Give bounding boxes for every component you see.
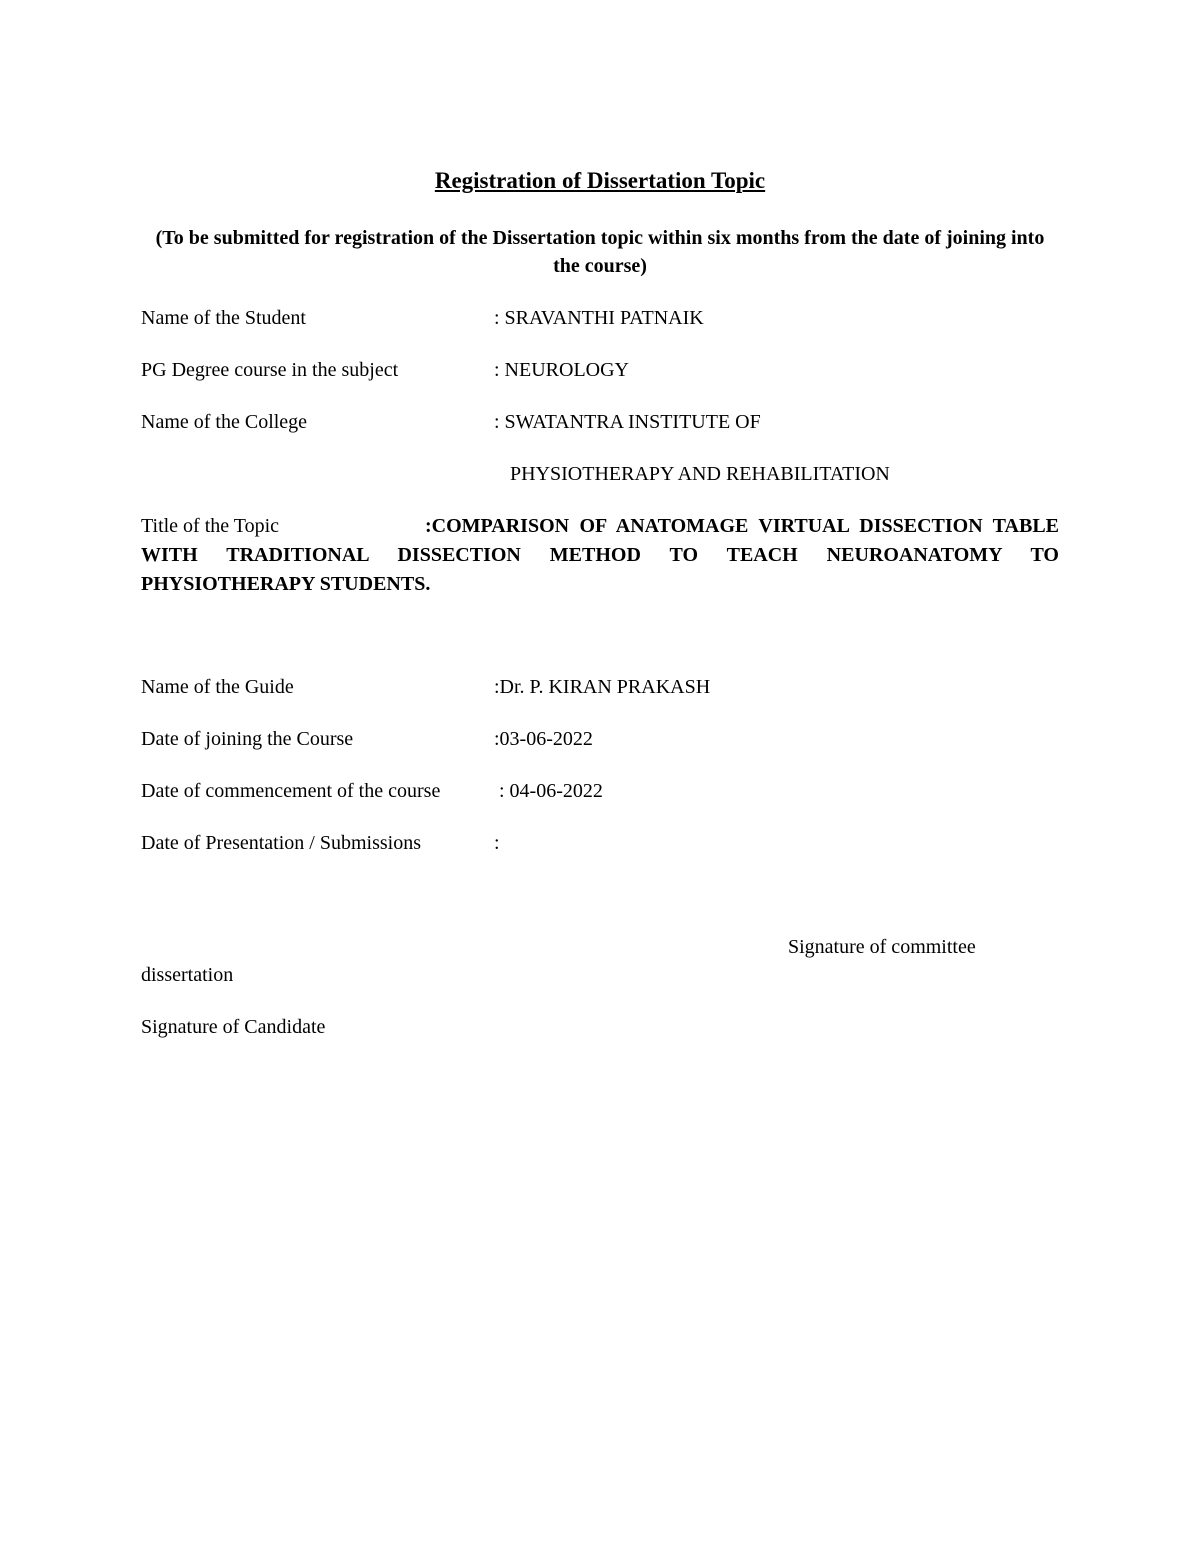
student-name-value: : SRAVANTHI PATNAIK [494, 307, 704, 329]
course-subject-value: : NEUROLOGY [494, 359, 629, 381]
college-name-value-line1: : SWATANTRA INSTITUTE OF [494, 411, 761, 433]
joining-date-value: :03-06-2022 [494, 728, 593, 750]
candidate-signature-label: Signature of Candidate [141, 1016, 326, 1038]
guide-name-label: Name of the Guide [141, 676, 294, 698]
joining-date-label: Date of joining the Course [141, 728, 354, 750]
student-name-label: Name of the Student [141, 307, 306, 329]
committee-signature-line1: Signature of committee [788, 936, 976, 958]
topic-title-value: :COMPARISON OF ANATOMAGE VIRTUAL DISSECTION TABLE WITH TRADITIONAL DISSECTION METHOD TO TEACH NEUROANATOMY TO PHYSIOTHERAPY STUDENTS. [141, 515, 1059, 595]
document-subtitle: (To be submitted for registration of the Dissertation topic within six months from the date of joining into the course) [155, 227, 1045, 277]
document-title: Registration of Dissertation Topic [434, 168, 766, 193]
college-name-label: Name of the College [141, 411, 308, 433]
commencement-date-label: Date of commencement of the course [141, 780, 441, 802]
presentation-date-label: Date of Presentation / Submissions [141, 832, 421, 854]
college-name-value-line2: PHYSIOTHERAPY AND REHABILITATION [510, 463, 890, 485]
presentation-date-value: : [494, 832, 500, 854]
course-subject-label: PG Degree course in the subject [141, 359, 399, 381]
commencement-date-value: : 04-06-2022 [499, 780, 603, 802]
guide-name-value: :Dr. P. KIRAN PRAKASH [494, 676, 711, 698]
committee-signature-line2: dissertation [141, 964, 234, 986]
topic-title-label: Title of the Topic [141, 515, 280, 537]
